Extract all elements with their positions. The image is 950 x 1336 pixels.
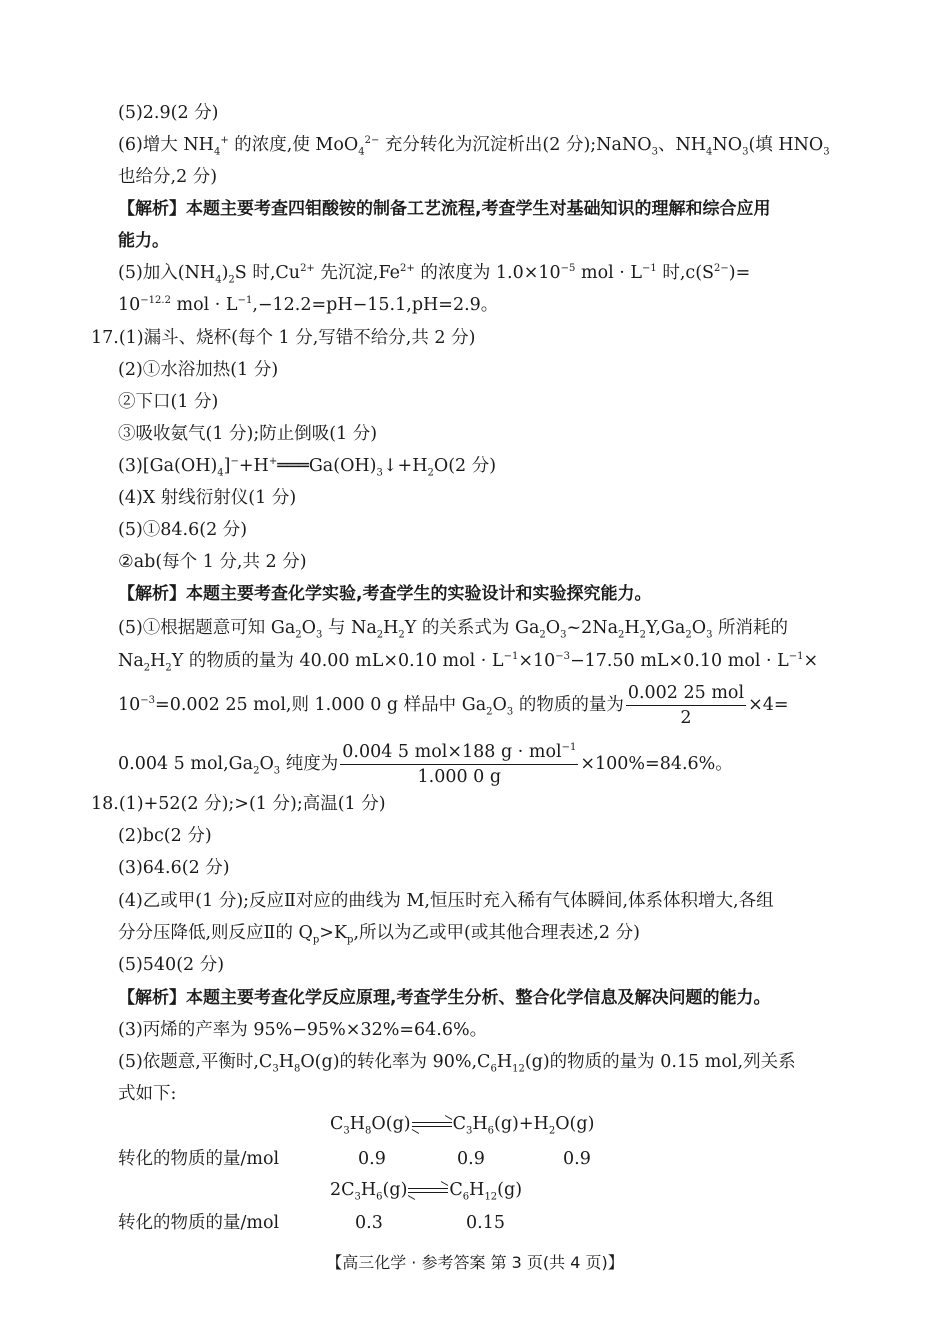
analysis-16-heading-cont: 能力。 [118, 231, 169, 251]
analysis-17-5-line2: $Na_2H_2Y$ 的物质的量为 40.00 mL×0.10 mol · $L^{-1}\times 10^{-3}-17.50$ mL×0.10 mol · $L^{-1}\times$ [118, 651, 819, 674]
equation-2: $2C_3H_6(g)$ $C_6H_{12}(g)$ [330, 1180, 523, 1203]
analysis-16-heading: 【解析】本题主要考查四钼酸铵的制备工艺流程,考查学生对基础知识的理解和综合应用 [118, 199, 771, 219]
answer-17-2-3: ③吸收氨气(1 分);防止倒吸(1 分) [118, 424, 378, 444]
analysis-17-5-line3: $10^{-3}=0.002$ 25 mol,则 1.000 0 g 样品中 $Ga_2O_3$ 的物质的量为 $\frac{\text{0.002 25 mol}}{2}$ ×4= [118, 683, 789, 728]
row-2-label: 转化的物质的量/mol [118, 1213, 280, 1233]
analysis-18-3: (3)丙烯的产率为 95%−95%×32%=64.6%。 [118, 1020, 488, 1040]
row-1-value-3: 0.9 [563, 1149, 591, 1169]
answer-16-6: (6)增大 $NH_4^+$ 的浓度,使 MoO$_4^{2-}$ 充分转化为沉淀析出(2 分);NaNO$_3$、$NH_4NO_3$(填 $HNO_3$ [118, 135, 830, 158]
answer-18-5: (5)540(2 分) [118, 955, 225, 975]
analysis-16-5: (5)加入$(NH_4)_2S$ 时$,Cu^{2+}$ 先沉淀$,Fe^{2+}$ 的浓度为 $1.0\times 10^{-5}$ mol · $L^{-1}$ 时$,c(S^{2-})=$ [118, 263, 751, 286]
answer-17-3: $(3)[Ga(OH)_4]^-+H^+═══Ga(OH)_3↓+H_2O(2$ 分) [118, 456, 497, 479]
analysis-17-heading: 【解析】本题主要考查化学实验,考查学生的实验设计和实验探究能力。 [118, 584, 652, 604]
answer-18-4-cont: 分分压降低,则反应Ⅱ的 $Q_p>K_p$,所以为乙或甲(或其他合理表述,2 分) [118, 923, 640, 946]
answer-17-4: (4)X 射线衍射仪(1 分) [118, 488, 297, 508]
page-footer: 【高三化学 · 参考答案 第 3 页(共 4 页)】 [326, 1253, 624, 1272]
analysis-18-5-cont: 式如下: [118, 1084, 177, 1104]
analysis-17-5-line1: (5)①根据题意可知 $Ga_2O_3$ 与 $Na_2H_2Y$ 的关系式为 $Ga_2O_3\sim 2Na_2H_2Y,Ga_2O_3$ 所消耗的 [118, 618, 789, 641]
answer-17-5-1: (5)①84.6(2 分) [118, 520, 248, 540]
answer-17-2-1: (2)①水浴加热(1 分) [118, 360, 279, 380]
row-1-value-2: 0.9 [457, 1149, 485, 1169]
answer-18-2: (2)bc(2 分) [118, 826, 212, 846]
answer-18-4: (4)乙或甲(1 分);反应Ⅱ对应的曲线为 M,恒压时充入稀有气体瞬间,体系体积增大,各组 [118, 891, 774, 911]
fraction-moles: $\frac{\text{0.002 25 mol}}{2}$ [627, 683, 745, 728]
row-2-value-1: 0.3 [355, 1213, 383, 1233]
equation-1: $C_3H_8O(g)$ $C_3H_6(g)+H_2O(g)$ [330, 1114, 595, 1137]
answer-18-3: (3)64.6(2 分) [118, 858, 230, 878]
analysis-18-5: (5)依题意,平衡时$,C_3H_8O(g)$的转化率为 $90\%,C_6H_{12}(g)$的物质的量为 0.15 mol,列关系 [118, 1052, 796, 1075]
answer-17-2-2: ②下口(1 分) [118, 392, 219, 412]
answer-16-5: (5)2.9(2 分) [118, 103, 219, 123]
answer-17-1: 17.(1)漏斗、烧杯(每个 1 分,写错不给分,共 2 分) [91, 328, 476, 348]
answer-17-5-2: ②ab(每个 1 分,共 2 分) [118, 552, 307, 572]
answer-18-1: 18.(1)+52(2 分);>(1 分);高温(1 分) [91, 794, 386, 814]
row-1-value-1: 0.9 [358, 1149, 386, 1169]
analysis-17-5-line4: 0.004 5 $mol,Ga_2O_3$ 纯度为 $\frac{0.004 5 mol\times 188 g \cdot mol^{-1}}{1.000 0 g}$ ×100%=84.6%。 [118, 742, 733, 787]
analysis-18-heading: 【解析】本题主要考查化学反应原理,考查学生分析、整合化学信息及解决问题的能力。 [118, 988, 771, 1008]
row-1-label: 转化的物质的量/mol [118, 1149, 280, 1169]
equilibrium-arrow-icon [408, 1186, 448, 1196]
analysis-16-5-cont: $10^{-12.2}$ mol · $L^{-1},-12.2=pH-15.1,pH=2.9$。 [118, 295, 499, 315]
equilibrium-arrow-icon [412, 1120, 452, 1130]
row-2-value-2: 0.15 [466, 1213, 505, 1233]
fraction-purity: $\frac{0.004 5 mol\times 188 g \cdot mol^{-1}}{1.000 0 g}$ [342, 742, 577, 787]
answer-16-6-cont: 也给分,2 分) [118, 167, 218, 187]
